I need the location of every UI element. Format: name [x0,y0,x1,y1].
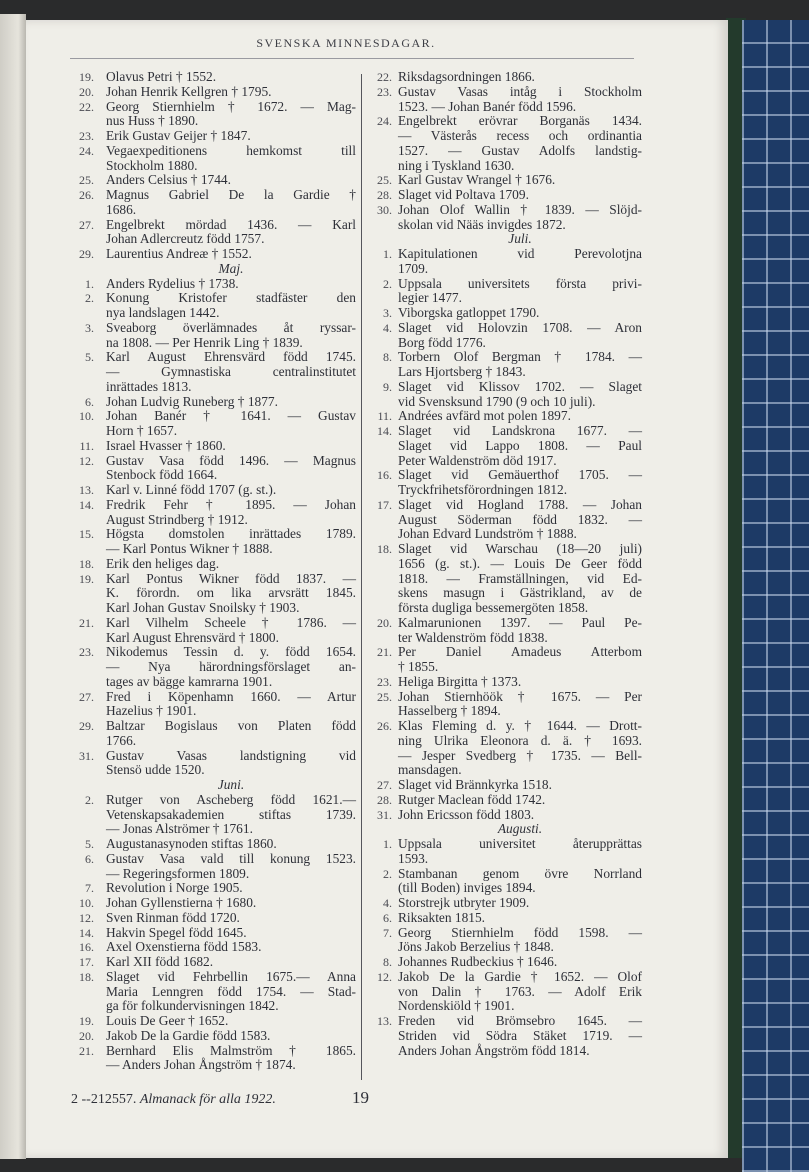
entry-text-line: vid Svensksund 1790 (9 och 10 juli). [398,393,596,409]
entry-text-line: — Anders Johan Ångström † 1874. [106,1057,296,1073]
entry-text-line: Kalmarunionen 1397. — Paul Pe- [398,614,642,630]
date-entry [64,291,356,321]
day-number: 31. [377,807,392,822]
date-entry [362,424,642,468]
day-number: 30. [377,202,392,217]
date-entry [362,247,642,277]
entry-text-line: Engelbrekt mördad 1436. — Karl [106,216,356,232]
date-entry [64,100,356,130]
day-number: 20. [377,615,392,630]
day-number: 1. [85,276,94,291]
date-entry [362,468,642,498]
day-number: 7. [383,925,392,940]
entry-text-line: Slaget vid Lappo 1808. — Paul [398,437,642,453]
day-number: 7. [85,881,94,896]
day-number: 1. [383,247,392,261]
date-entry [362,719,642,778]
entry-text-line: Slaget vid Hogland 1788. — Johan [398,496,642,512]
day-number: 6. [383,910,392,925]
day-number: 27. [79,217,94,232]
entry-text-line: 1766. [106,732,137,748]
entry-text-line: Slaget vid Gemäuerthof 1705. — [398,467,642,483]
entry-text-line: von Dalin † 1763. — Adolf Erik [398,983,642,999]
entry-text-line: Gustav Vasa född 1496. — Magnus [106,452,356,468]
entry-text-line: 1709. [398,260,429,276]
entry-text-line: Lars Hjortsberg † 1843. [398,364,526,379]
entry-text-line: 1527. — Gustav Adolfs landstig- [398,142,642,158]
footer-title: Almanack för alla 1922. [139,1092,276,1107]
day-number: 18. [79,556,94,571]
day-number: 6. [85,394,94,409]
book-page [26,20,728,1158]
date-entry [64,837,356,852]
date-entry [362,85,642,115]
day-number: 23. [377,84,392,99]
entry-text-line: Maria Lenngren född 1754. — Stad- [106,983,356,999]
entry-text-line: Karl Johan Gustav Snoilsky † 1903. [106,600,300,615]
date-entry [362,114,642,173]
entry-text-line: na 1808. — Per Henrik Ling † 1839. [106,334,303,350]
entry-text-line: Vetenskapsakademien stiftas 1739. [106,806,356,822]
day-number: 28. [377,792,392,807]
day-number: 2. [383,276,392,291]
day-number: 8. [383,350,392,365]
day-number: 2. [85,291,94,306]
day-number: 2. [383,866,392,881]
cutting-mat-background [742,20,809,1172]
entry-text-line: inrättades 1813. [106,378,192,394]
entry-text-line: † 1855. [398,659,439,674]
entry-text-line: Heliga Birgitta † 1373. [398,673,522,689]
date-entry [64,144,356,174]
date-entry [362,616,642,646]
entry-text-line: August Söderman född 1832. — [398,511,642,527]
day-number: 21. [79,615,94,630]
page-number: 19 [352,1088,369,1107]
entry-text-line: Karl Gustav Wrangel † 1676. [398,172,556,188]
entry-text-line: Baltzar Bogislaus von Platen född [106,718,356,733]
date-entry [64,1029,356,1044]
entry-text-line: mansdagen. [398,762,462,778]
entry-text-line: Erik den heliges dag. [106,555,220,571]
entry-text-line: — Jesper Svedberg † 1735. — Bell- [398,747,642,763]
day-number: 13. [377,1014,392,1028]
entry-text-line: ter Waldenström född 1838. [398,629,548,645]
day-number: 24. [79,143,94,158]
date-entry [64,173,356,188]
date-entry [64,940,356,955]
entry-text-line: tages av bägge kamrarna 1901. [106,673,273,689]
entry-text-line: Klas Fleming d. y. † 1644. — Drott- [398,718,642,733]
entry-text-line: Konung Kristofer stadfäster den [106,290,356,306]
entry-text-line: nya landslagen 1442. [106,305,220,320]
date-entry [64,572,356,616]
date-entry [362,350,642,380]
date-entry [64,247,356,262]
footer-code: 2 --212557. [71,1092,137,1107]
day-number: 27. [377,778,392,792]
header-rule [70,58,634,59]
month-heading: Juni. [217,777,245,792]
day-number: 14. [79,497,94,512]
date-entry [362,70,642,85]
date-entry [362,896,642,911]
entry-text-line: — Jonas Alströmer † 1761. [106,821,253,837]
date-entry [64,483,356,498]
date-entry [362,955,642,970]
entry-text-line: Jöns Jakob Berzelius † 1848. [398,939,554,955]
date-entry [64,454,356,484]
day-number: 19. [79,571,94,586]
date-entry [362,409,642,424]
month-heading: Maj. [218,260,244,276]
entry-text-line: Freden vid Brömsebro 1645. — [398,1013,642,1028]
date-entry [362,778,642,793]
date-entry [362,837,642,867]
entry-text-line: Georg Stiernhielm † 1672. — Mag- [106,98,356,114]
entry-text-line: Nordenskiöld † 1901. [398,998,515,1014]
entry-text-line: Hasselberg † 1894. [398,703,501,719]
entry-text-line: Högsta domstolen inrättades 1789. [106,526,356,542]
day-number: 12. [377,969,392,984]
date-entry [362,321,642,351]
day-number: 22. [377,70,392,84]
day-number: 18. [377,542,392,556]
entry-text-line: Slaget vid Brännkyrka 1518. [398,777,552,792]
entry-text-line: Johan Olof Wallin † 1839. — Slöjd- [398,201,642,217]
date-entry [64,749,356,779]
date-entry [64,527,356,557]
entry-text-line: (till Boden) inviges 1894. [398,880,536,896]
entry-text-line: Johan Banér † 1641. — Gustav [106,408,356,424]
entry-text-line: Anders Celsius † 1744. [106,172,231,188]
day-number: 8. [383,955,392,969]
entry-text-line: Anders Johan Ångström född 1814. [398,1042,590,1058]
entry-text-line: Stockholm 1880. [106,157,198,173]
entry-text-line: Tryckfrihetsförordningen 1812. [398,482,568,497]
entry-text-line: Peter Waldenström död 1917. [398,452,557,468]
day-number: 23. [79,129,94,143]
entry-text-line: Louis De Geer † 1652. [106,1013,229,1028]
day-number: 22. [79,99,94,114]
date-entry [362,675,642,690]
entry-text-line: 1656 (g. st.). — Louis De Geer född [398,555,642,571]
entry-text-line: Stambanan genom övre Norrland [398,865,642,881]
date-entry [362,970,642,1014]
entry-text-line: Torbern Olof Bergman † 1784. — [398,349,642,365]
entry-text-line: Fred i Köpenhamn 1660. — Artur [106,688,356,704]
entry-text-line: — Gymnastiska centralinstitutet [106,364,356,379]
entry-text-line: Slaget vid Poltava 1709. [398,187,529,202]
entry-text-line: Laurentius Andreæ † 1552. [106,246,252,261]
day-number: 19. [79,1014,94,1028]
day-number: 16. [79,940,94,955]
entry-text-line: Gustav Vasas intåg i Stockholm [398,83,642,99]
entry-text-line: Anders Rydelius † 1738. [106,275,239,291]
day-number: 17. [377,497,392,512]
entry-text-line: 1686. [106,201,137,217]
day-number: 28. [377,188,392,202]
day-number: 27. [79,689,94,704]
date-entry [64,321,356,351]
entry-text-line: John Ericsson född 1803. [398,806,535,822]
entry-text-line: 1593. [398,850,429,866]
day-number: 25. [377,689,392,704]
entry-text-line: Hazelius † 1901. [106,703,197,719]
date-entry [362,542,642,616]
entry-text-line: Revolution i Norge 1905. [106,880,243,896]
entry-text-line: 1523. — Johan Banér född 1596. [398,98,577,114]
entry-text-line: Vegaexpeditionens hemkomst till [106,142,356,158]
entry-text-line: August Strindberg † 1912. [106,511,248,527]
entry-text-line: Slaget vid Fehrbellin 1675.— Anna [106,968,356,984]
day-number: 29. [79,719,94,733]
day-number: 16. [377,468,392,483]
date-entry [64,719,356,749]
entry-text-line: Karl v. Linné född 1707 (g. st.). [106,482,277,497]
entry-text-line: skolan vid Nääs invigdes 1872. [398,216,566,232]
date-entry [64,277,356,292]
entry-text-line: Karl Vilhelm Scheele † 1786. — [106,614,356,630]
entry-text-line: Borg född 1776. [398,334,486,350]
date-entry [64,970,356,1014]
entry-text-line: Karl August Ehrensvärd † 1800. [106,629,279,645]
entry-text-line: Johan Henrik Kellgren † 1795. [106,83,272,99]
entry-text-line: Johan Stiernhöök † 1675. — Per [398,688,642,704]
day-number: 3. [383,306,392,320]
entry-text-line: Storstrejk utbryter 1909. [398,895,530,910]
entry-text-line: ning Ulrika Eleonora d. ä. † 1693. [398,732,642,748]
running-header: SVENSKA MINNESDAGAR. [256,36,436,50]
date-entry [64,926,356,941]
date-entry [64,218,356,248]
day-number: 4. [383,896,392,910]
entry-text-line: Jakob De la Gardie född 1583. [106,1027,271,1043]
date-entry [64,439,356,454]
entry-text-line: — Karl Pontus Wikner † 1888. [106,541,273,556]
date-entry [64,955,356,970]
entry-text-line: Augustanasynoden stiftas 1860. [106,836,277,851]
entry-text-line: Slaget vid Holovzin 1708. — Aron [398,319,642,335]
date-entry [362,645,642,675]
entry-text-line: Slaget vid Klissov 1702. — Slaget [398,378,642,394]
entry-text-line: K. förordn. om lika arvsrätt 1845. [106,585,356,601]
day-number: 17. [79,955,94,969]
entry-text-line: Bernhard Elis Malmström † 1865. [106,1042,356,1058]
day-number: 5. [85,350,94,365]
date-entry [64,188,356,218]
day-number: 20. [79,84,94,99]
entry-text-line: Nikodemus Tessin d. y. född 1654. [106,644,356,660]
day-number: 14. [79,925,94,940]
date-entry [362,1014,642,1058]
entry-text-line: Uppsala universitets första privi- [398,275,642,291]
date-entry [362,867,642,897]
date-entry [64,793,356,837]
day-number: 10. [79,409,94,424]
entry-text-line: Johan Adlercreutz född 1757. [106,231,265,247]
date-entry [362,306,642,321]
day-number: 23. [79,645,94,660]
date-entry [64,395,356,410]
entry-text-line: Johan Edvard Lundström † 1888. [398,526,577,542]
left-column [64,70,356,1073]
date-entry [64,129,356,144]
date-entry [362,380,642,410]
entry-text-line: Horn † 1657. [106,423,178,438]
entry-text-line: Per Daniel Amadeus Atterbom [398,644,642,660]
entry-text-line: Stenbock född 1664. [106,467,218,483]
date-entry [362,926,642,956]
day-number: 29. [79,247,94,261]
entry-text-line: Viborgska gatloppet 1790. [398,305,540,320]
date-entry [64,498,356,528]
entry-text-line: ning i Tyskland 1630. [398,157,515,173]
entry-text-line: Gustav Vasa vald till konung 1523. [106,850,356,866]
date-entry [64,616,356,646]
entry-text-line: Riksakten 1815. [398,909,486,925]
entry-text-line: Kapitulationen vid Perevolotjna [398,246,642,261]
entry-text-line: Sveaborg överlämnades åt ryssar- [106,319,356,335]
date-entry [64,85,356,100]
entry-text-line: Fredrik Fehr † 1895. — Johan [106,496,356,512]
entry-text-line: Hakvin Spegel född 1645. [106,924,247,940]
date-entry [362,808,642,823]
date-entry [64,881,356,896]
day-number: 23. [377,674,392,689]
day-number: 31. [79,748,94,763]
entry-text-line: Karl Pontus Wikner född 1837. — [106,570,356,586]
entry-text-line: — Nya härordningsförslaget an- [106,659,356,674]
day-number: 2. [85,792,94,807]
entry-text-line: Slaget vid Landskrona 1677. — [398,423,642,438]
day-number: 14. [377,424,392,438]
entry-text-line: Erik Gustav Geijer † 1847. [106,128,251,143]
entry-text-line: Jakob De la Gardie † 1652. — Olof [398,968,642,984]
day-number: 24. [377,114,392,129]
day-number: 9. [383,379,392,394]
date-entry [362,690,642,720]
previous-page-edge [0,14,26,1159]
entry-text-line: skens masugn i Gästrikland, av de [398,585,642,601]
entry-text-line: Engelbrekt erövrar Borganäs 1434. [398,113,642,129]
entry-text-line: Karl XII född 1682. [106,954,214,969]
entry-text-line: Karl August Ehrensvärd född 1745. [106,349,356,365]
entry-text-line: Johannes Rudbeckius † 1646. [398,954,558,969]
entry-text-line: Striden vid Södra Stäket 1719. — [398,1027,642,1043]
day-number: 19. [79,70,94,84]
day-number: 25. [79,173,94,188]
day-number: 26. [377,719,392,733]
entry-text-line: Sven Rinman född 1720. [106,909,240,925]
date-entry [362,203,642,233]
day-number: 15. [79,527,94,542]
day-number: 5. [85,837,94,851]
entry-text-line: legier 1477. [398,290,462,306]
date-entry [64,409,356,439]
date-entry [362,498,642,542]
day-number: 10. [79,896,94,910]
entry-text-line: nus Huss † 1890. [106,113,199,129]
day-number: 26. [79,188,94,202]
date-entry [362,173,642,188]
day-number: 6. [85,851,94,866]
entry-text-line: Georg Stiernhielm född 1598. — [398,924,642,940]
date-entry [64,645,356,689]
date-entry [362,793,642,808]
day-number: 13. [79,483,94,497]
entry-text-line: Uppsala universitet återupprättas [398,836,642,851]
day-number: 1. [383,837,392,851]
entry-text-line: första dugliga bessemergöten 1858. [398,600,589,615]
date-entry [362,911,642,926]
right-column [362,70,642,1058]
footer [71,1092,276,1108]
date-entry [64,557,356,572]
day-number: 4. [383,320,392,335]
month-heading: Juli. [508,231,532,247]
date-entry [64,896,356,911]
entry-text-line: Magnus Gabriel De la Gardie † [106,187,356,202]
entry-text-line: Gustav Vasas landstigning vid [106,747,356,763]
entry-text-line: Stensö udde 1520. [106,762,205,778]
date-entry [64,852,356,882]
entry-text-line: 1818. — Framställningen, vid Ed- [398,570,642,586]
date-entry [64,1044,356,1074]
date-entry [362,188,642,203]
date-entry [64,70,356,85]
day-number: 21. [79,1043,94,1058]
entry-text-line: — Regeringsformen 1809. [106,865,250,881]
date-entry [64,350,356,394]
day-number: 11. [377,409,392,424]
day-number: 12. [79,453,94,468]
entry-text-line: Johan Ludvig Runeberg † 1877. [106,393,278,409]
entry-text-line: Riksdagsordningen 1866. [398,69,535,84]
month-heading: Augusti. [497,821,543,837]
day-number: 21. [377,645,392,660]
entry-text-line: Israel Hvasser † 1860. [106,437,226,453]
entry-text-line: Andrées avfärd mot polen 1897. [398,408,571,424]
entry-text-line: Slaget vid Warschau (18—20 juli) [398,541,642,556]
entry-text-line: Rutger von Ascheberg född 1621.— [106,791,356,807]
day-number: 25. [377,173,392,188]
day-number: 3. [85,320,94,335]
day-number: 18. [79,969,94,984]
date-entry [64,1014,356,1029]
date-entry [362,277,642,307]
entry-text-line: Johan Gyllenstierna † 1680. [106,895,257,910]
date-entry [64,690,356,720]
entry-text-line: Rutger Maclean född 1742. [398,791,546,807]
day-number: 11. [79,438,94,453]
entry-text-line: — Västerås recess och ordinantia [398,128,642,143]
date-entry [64,911,356,926]
entry-text-line: Olavus Petri † 1552. [106,69,217,84]
entry-text-line: Axel Oxenstierna född 1583. [106,939,262,955]
day-number: 20. [79,1028,94,1043]
day-number: 12. [79,910,94,925]
entry-text-line: ga för folkundervisningen 1842. [106,998,279,1014]
